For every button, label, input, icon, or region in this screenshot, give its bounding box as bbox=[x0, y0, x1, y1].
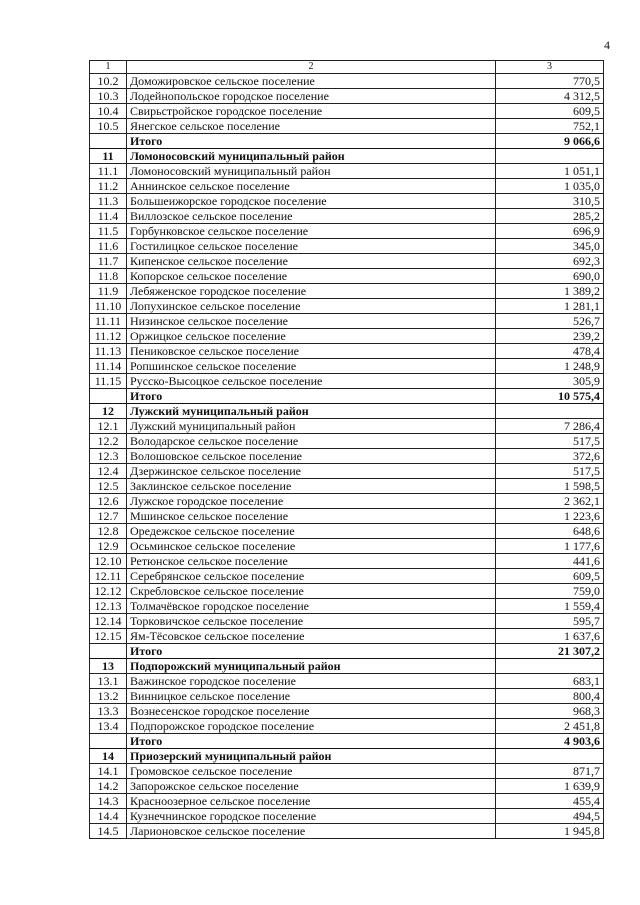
row-name: Свирьстройское городское поселение bbox=[127, 104, 496, 119]
row-value: 752,1 bbox=[496, 119, 604, 134]
row-name: Итого bbox=[127, 389, 496, 404]
row-value: 4 903,6 bbox=[496, 734, 604, 749]
row-name: Громовское сельское поселение bbox=[127, 764, 496, 779]
row-number: 12.6 bbox=[90, 494, 127, 509]
row-number: 13.4 bbox=[90, 719, 127, 734]
row-number: 12.10 bbox=[90, 554, 127, 569]
table-row bbox=[90, 479, 604, 494]
row-value: 800,4 bbox=[496, 689, 604, 704]
row-number: 12.8 bbox=[90, 524, 127, 539]
table-row bbox=[90, 584, 604, 599]
total-row bbox=[90, 734, 604, 749]
row-name: Аннинское сельское поселение bbox=[127, 179, 496, 194]
row-number: 11.10 bbox=[90, 299, 127, 314]
table-row bbox=[90, 434, 604, 449]
page-number: 4 bbox=[604, 38, 610, 52]
row-number: 14.4 bbox=[90, 809, 127, 824]
district-row bbox=[90, 749, 604, 764]
table-row bbox=[90, 569, 604, 584]
row-value: 690,0 bbox=[496, 269, 604, 284]
row-number: 13.3 bbox=[90, 704, 127, 719]
row-number: 11.5 bbox=[90, 224, 127, 239]
row-number bbox=[90, 389, 127, 404]
row-number: 13.2 bbox=[90, 689, 127, 704]
row-number: 10.2 bbox=[90, 74, 127, 89]
row-name: Красноозерное сельское поселение bbox=[127, 794, 496, 809]
row-number: 12.13 bbox=[90, 599, 127, 614]
table-row bbox=[90, 179, 604, 194]
row-name: Лужский муниципальный район bbox=[127, 419, 496, 434]
row-value: 2 451,8 bbox=[496, 719, 604, 734]
row-name: Низинское сельское поселение bbox=[127, 314, 496, 329]
row-name: Ям-Тёсовское сельское поселение bbox=[127, 629, 496, 644]
row-number: 11 bbox=[90, 149, 127, 164]
row-number: 12 bbox=[90, 404, 127, 419]
table-row bbox=[90, 554, 604, 569]
row-value: 526,7 bbox=[496, 314, 604, 329]
total-row bbox=[90, 644, 604, 659]
row-value: 770,5 bbox=[496, 74, 604, 89]
table-row bbox=[90, 209, 604, 224]
row-number: 11.6 bbox=[90, 239, 127, 254]
table-row bbox=[90, 164, 604, 179]
row-value bbox=[496, 659, 604, 674]
table-row bbox=[90, 119, 604, 134]
row-name: Итого bbox=[127, 644, 496, 659]
row-name: Горбунковское сельское поселение bbox=[127, 224, 496, 239]
row-value: 1 281,1 bbox=[496, 299, 604, 314]
row-name: Большеижорское городское поселение bbox=[127, 194, 496, 209]
row-value: 1 637,6 bbox=[496, 629, 604, 644]
table-row bbox=[90, 449, 604, 464]
table-row bbox=[90, 359, 604, 374]
row-value: 517,5 bbox=[496, 434, 604, 449]
row-name: Торковичское сельское поселение bbox=[127, 614, 496, 629]
table-row bbox=[90, 614, 604, 629]
table-row bbox=[90, 74, 604, 89]
header-col-3: 3 bbox=[496, 61, 604, 74]
table-row bbox=[90, 374, 604, 389]
row-number: 14.1 bbox=[90, 764, 127, 779]
table-row bbox=[90, 419, 604, 434]
table-row bbox=[90, 464, 604, 479]
row-value: 692,3 bbox=[496, 254, 604, 269]
row-value: 1 177,6 bbox=[496, 539, 604, 554]
row-number: 10.5 bbox=[90, 119, 127, 134]
row-name: Кузнечнинское городское поселение bbox=[127, 809, 496, 824]
row-number: 11.9 bbox=[90, 284, 127, 299]
table-row bbox=[90, 329, 604, 344]
row-value: 4 312,5 bbox=[496, 89, 604, 104]
header-row bbox=[90, 61, 604, 74]
table-row bbox=[90, 299, 604, 314]
row-number: 13 bbox=[90, 659, 127, 674]
row-name: Осьминское сельское поселение bbox=[127, 539, 496, 554]
row-name: Подпорожское городское поселение bbox=[127, 719, 496, 734]
row-number: 10.3 bbox=[90, 89, 127, 104]
row-number: 11.12 bbox=[90, 329, 127, 344]
row-name: Мшинское сельское поселение bbox=[127, 509, 496, 524]
row-value: 1 223,6 bbox=[496, 509, 604, 524]
row-name: Вознесенское городское поселение bbox=[127, 704, 496, 719]
row-value: 1 559,4 bbox=[496, 599, 604, 614]
table-row bbox=[90, 89, 604, 104]
table-row bbox=[90, 809, 604, 824]
row-value: 478,4 bbox=[496, 344, 604, 359]
table-row bbox=[90, 824, 604, 839]
row-value: 1 639,9 bbox=[496, 779, 604, 794]
row-value: 310,5 bbox=[496, 194, 604, 209]
row-value: 494,5 bbox=[496, 809, 604, 824]
table-row bbox=[90, 254, 604, 269]
row-number: 12.14 bbox=[90, 614, 127, 629]
row-number: 11.11 bbox=[90, 314, 127, 329]
row-number: 14.2 bbox=[90, 779, 127, 794]
row-name: Лопухинское сельское поселение bbox=[127, 299, 496, 314]
row-number: 11.1 bbox=[90, 164, 127, 179]
row-value: 10 575,4 bbox=[496, 389, 604, 404]
table-row bbox=[90, 599, 604, 614]
row-value: 1 598,5 bbox=[496, 479, 604, 494]
row-name: Важинское городское поселение bbox=[127, 674, 496, 689]
row-name: Запорожское сельское поселение bbox=[127, 779, 496, 794]
row-name: Итого bbox=[127, 134, 496, 149]
table-row bbox=[90, 539, 604, 554]
district-row bbox=[90, 149, 604, 164]
row-value: 239,2 bbox=[496, 329, 604, 344]
row-value: 871,7 bbox=[496, 764, 604, 779]
table-row bbox=[90, 629, 604, 644]
row-number: 12.12 bbox=[90, 584, 127, 599]
row-name: Ропшинское сельское поселение bbox=[127, 359, 496, 374]
row-value: 2 362,1 bbox=[496, 494, 604, 509]
row-name: Гостилицкое сельское поселение bbox=[127, 239, 496, 254]
total-row bbox=[90, 389, 604, 404]
table-row bbox=[90, 764, 604, 779]
row-name: Итого bbox=[127, 734, 496, 749]
table-row bbox=[90, 719, 604, 734]
row-name: Янегское сельское поселение bbox=[127, 119, 496, 134]
row-number: 14.5 bbox=[90, 824, 127, 839]
row-name: Толмачёвское городское поселение bbox=[127, 599, 496, 614]
row-name: Доможировское сельское поселение bbox=[127, 74, 496, 89]
row-number bbox=[90, 134, 127, 149]
row-number: 12.15 bbox=[90, 629, 127, 644]
table-row bbox=[90, 524, 604, 539]
row-name: Кипенское сельское поселение bbox=[127, 254, 496, 269]
row-name: Дзержинское сельское поселение bbox=[127, 464, 496, 479]
row-name: Винницкое сельское поселение bbox=[127, 689, 496, 704]
table-row bbox=[90, 224, 604, 239]
table-row bbox=[90, 779, 604, 794]
row-name: Подпорожский муниципальный район bbox=[127, 659, 496, 674]
row-value bbox=[496, 749, 604, 764]
row-value: 1 248,9 bbox=[496, 359, 604, 374]
row-name: Оредежское сельское поселение bbox=[127, 524, 496, 539]
header-col-1: 1 bbox=[90, 61, 127, 74]
table-row bbox=[90, 689, 604, 704]
table-row bbox=[90, 494, 604, 509]
row-value: 1 051,1 bbox=[496, 164, 604, 179]
row-name: Лодейнопольское городское поселение bbox=[127, 89, 496, 104]
row-value: 968,3 bbox=[496, 704, 604, 719]
row-number: 12.4 bbox=[90, 464, 127, 479]
row-value: 285,2 bbox=[496, 209, 604, 224]
row-name: Володарское сельское поселение bbox=[127, 434, 496, 449]
row-value: 696,9 bbox=[496, 224, 604, 239]
row-value bbox=[496, 149, 604, 164]
row-number bbox=[90, 644, 127, 659]
table-row bbox=[90, 794, 604, 809]
row-name: Русско-Высоцкое сельское поселение bbox=[127, 374, 496, 389]
row-value: 21 307,2 bbox=[496, 644, 604, 659]
row-value: 441,6 bbox=[496, 554, 604, 569]
row-value: 305,9 bbox=[496, 374, 604, 389]
table-body bbox=[90, 61, 604, 839]
row-number: 12.9 bbox=[90, 539, 127, 554]
row-value: 648,6 bbox=[496, 524, 604, 539]
allocation-table bbox=[89, 60, 604, 839]
row-value: 345,0 bbox=[496, 239, 604, 254]
row-number: 12.11 bbox=[90, 569, 127, 584]
row-value: 595,7 bbox=[496, 614, 604, 629]
row-number: 11.7 bbox=[90, 254, 127, 269]
row-value: 517,5 bbox=[496, 464, 604, 479]
row-name: Лужское городское поселение bbox=[127, 494, 496, 509]
row-name: Пениковское сельское поселение bbox=[127, 344, 496, 359]
row-value: 455,4 bbox=[496, 794, 604, 809]
row-name: Ломоносовский муниципальный район bbox=[127, 164, 496, 179]
row-number: 11.4 bbox=[90, 209, 127, 224]
table-row bbox=[90, 344, 604, 359]
row-value: 7 286,4 bbox=[496, 419, 604, 434]
table-row bbox=[90, 269, 604, 284]
row-name: Ларионовское сельское поселение bbox=[127, 824, 496, 839]
row-number: 12.7 bbox=[90, 509, 127, 524]
row-number: 11.15 bbox=[90, 374, 127, 389]
district-row bbox=[90, 404, 604, 419]
table-row bbox=[90, 509, 604, 524]
total-row bbox=[90, 134, 604, 149]
row-name: Лужский муниципальный район bbox=[127, 404, 496, 419]
row-name: Скребловское сельское поселение bbox=[127, 584, 496, 599]
row-number: 11.14 bbox=[90, 359, 127, 374]
row-name: Ретюнское сельское поселение bbox=[127, 554, 496, 569]
row-value: 609,5 bbox=[496, 104, 604, 119]
district-row bbox=[90, 659, 604, 674]
table-row bbox=[90, 239, 604, 254]
row-name: Серебрянское сельское поселение bbox=[127, 569, 496, 584]
row-name: Оржицкое сельское поселение bbox=[127, 329, 496, 344]
row-value: 1 945,8 bbox=[496, 824, 604, 839]
row-value: 9 066,6 bbox=[496, 134, 604, 149]
row-number: 11.3 bbox=[90, 194, 127, 209]
row-value: 609,5 bbox=[496, 569, 604, 584]
row-number: 11.8 bbox=[90, 269, 127, 284]
header-col-2: 2 bbox=[127, 61, 496, 74]
row-value bbox=[496, 404, 604, 419]
row-value: 759,0 bbox=[496, 584, 604, 599]
row-value: 372,6 bbox=[496, 449, 604, 464]
table-row bbox=[90, 104, 604, 119]
row-value: 1 035,0 bbox=[496, 179, 604, 194]
table-row bbox=[90, 284, 604, 299]
row-number: 13.1 bbox=[90, 674, 127, 689]
row-number: 14.3 bbox=[90, 794, 127, 809]
table-row bbox=[90, 704, 604, 719]
row-number: 11.2 bbox=[90, 179, 127, 194]
row-number: 12.1 bbox=[90, 419, 127, 434]
row-number: 12.5 bbox=[90, 479, 127, 494]
table-row bbox=[90, 194, 604, 209]
table-row bbox=[90, 674, 604, 689]
row-name: Ломоносовский муниципальный район bbox=[127, 149, 496, 164]
row-number: 12.2 bbox=[90, 434, 127, 449]
row-number: 14 bbox=[90, 749, 127, 764]
row-name: Заклинское сельское поселение bbox=[127, 479, 496, 494]
row-number: 11.13 bbox=[90, 344, 127, 359]
table-row bbox=[90, 314, 604, 329]
row-name: Копорское сельское поселение bbox=[127, 269, 496, 284]
row-value: 1 389,2 bbox=[496, 284, 604, 299]
row-name: Лебяженское городское поселение bbox=[127, 284, 496, 299]
row-number: 10.4 bbox=[90, 104, 127, 119]
row-name: Виллозское сельское поселение bbox=[127, 209, 496, 224]
row-number bbox=[90, 734, 127, 749]
row-number: 12.3 bbox=[90, 449, 127, 464]
row-name: Приозерский муниципальный район bbox=[127, 749, 496, 764]
row-value: 683,1 bbox=[496, 674, 604, 689]
row-name: Волошовское сельское поселение bbox=[127, 449, 496, 464]
